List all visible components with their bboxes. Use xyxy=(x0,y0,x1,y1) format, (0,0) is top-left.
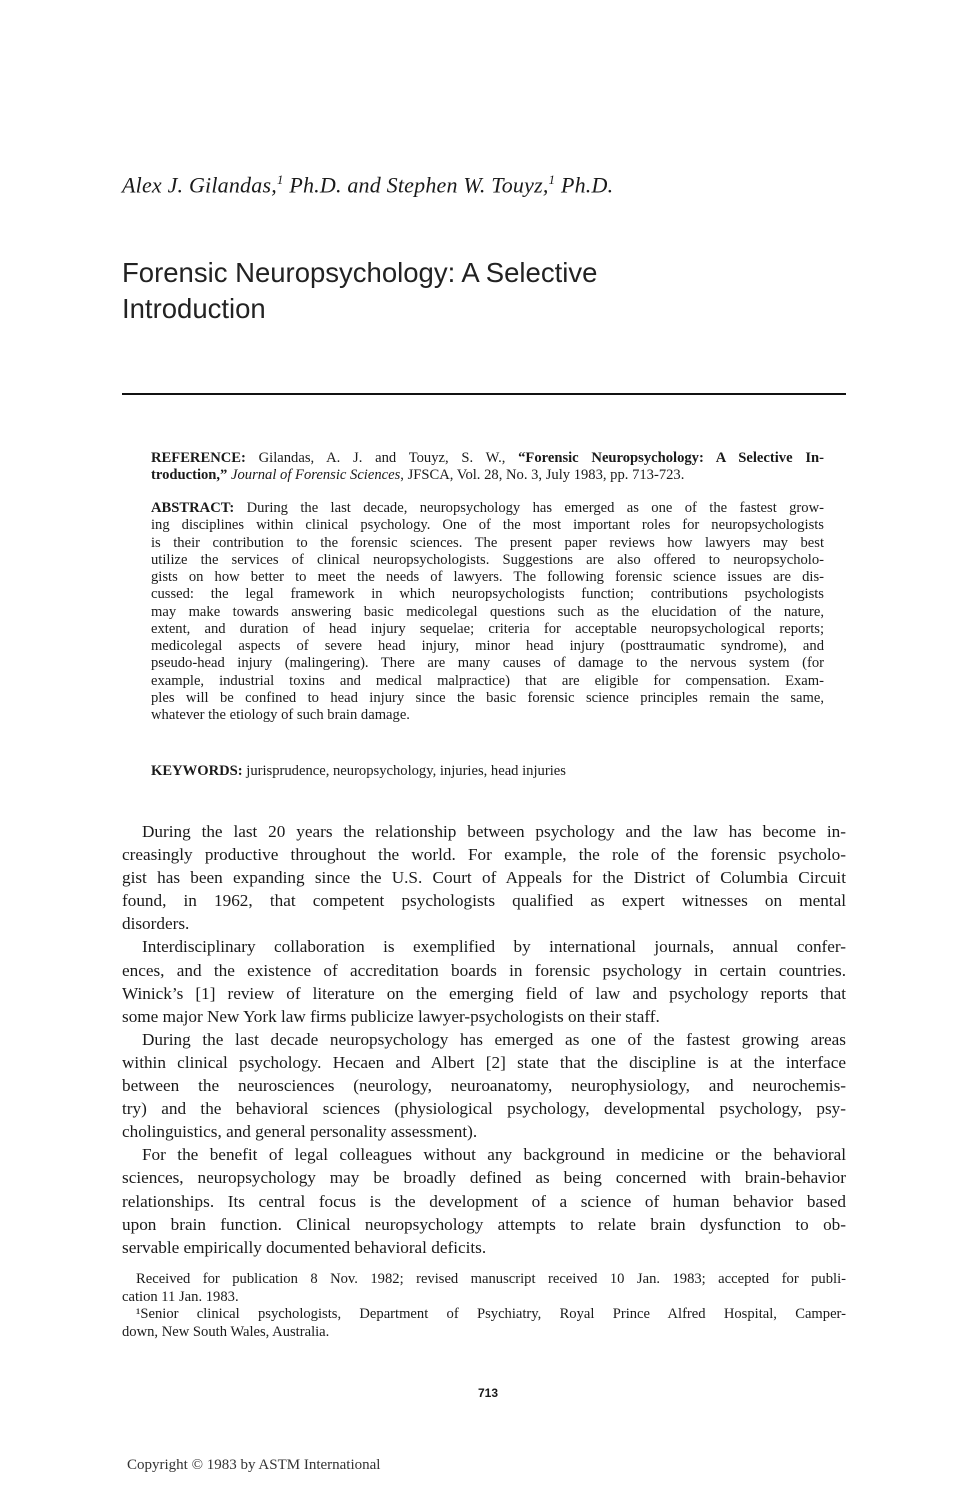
abstract-line: is their contribution to the forensic sciences. The present paper reviews how lawyers may best xyxy=(151,534,824,551)
paragraph-line: sciences, neuropsychology may be broadly defined as being concerned with brain-behavior xyxy=(122,1168,846,1188)
page-number: 713 xyxy=(477,1386,499,1400)
reference xyxy=(151,450,824,485)
paragraph-line: For the benefit of legal colleagues without any background in medicine or the behavioral xyxy=(142,1145,846,1165)
title-line: Forensic Neuropsychology: A Selective xyxy=(122,257,598,288)
paragraph-line: During the last 20 years the relationship between psychology and the law has become in- xyxy=(142,822,846,841)
author-1: Alex J. Gilandas, xyxy=(122,172,277,198)
footnote-line: Received for publication 8 Nov. 1982; revised manuscript received 10 Jan. 1983; accepted for publi- xyxy=(136,1271,846,1287)
paragraph-line: disorders. xyxy=(122,914,190,934)
reference-journal: Journal of Forensic Sciences xyxy=(227,467,401,484)
paragraph-line: Interdisciplinary collaboration is exemplified by international journals, annual confer- xyxy=(142,937,846,957)
abstract-line: gists on how better to meet the needs of lawyers. The following forensic science issues are dis- xyxy=(151,569,824,585)
footnote-line: ¹Senior clinical psychologists, Department of Psychiatry, Royal Prince Alfred Hospital, Camper- xyxy=(136,1306,846,1322)
paragraph-line: between the neurosciences (neurology, neuroanatomy, neurophysiology, and neurochemis- xyxy=(122,1076,846,1096)
footnotes xyxy=(122,1271,846,1341)
author-2: Ph.D. and Stephen W. Touyz, xyxy=(283,172,549,198)
paragraph-line: creasingly productive throughout the world. For example, the role of the forensic psycholo- xyxy=(122,845,846,865)
title-line: Introduction xyxy=(122,293,266,324)
affiliation-mark: 1 xyxy=(276,172,284,187)
reference-authors: Gilandas, A. J. and Touyz, S. W., xyxy=(245,450,519,466)
author-degree: Ph.D. xyxy=(555,172,614,198)
footnote-line: cation 11 Jan. 1983. xyxy=(122,1288,239,1305)
reference-title: troduction,” xyxy=(151,467,228,484)
affiliation-mark: 1 xyxy=(548,172,556,187)
abstract-line: whatever the etiology of such brain damage. xyxy=(151,707,410,723)
article-title xyxy=(122,255,842,327)
reference-title: “Forensic Neuropsychology: A Selective In- xyxy=(518,450,824,466)
paragraph-line: relationships. Its central focus is the development of a science of human behavior based xyxy=(122,1191,846,1211)
abstract-line: pseudo-head injury (malingering). There are many causes of damage to the nervous system (for xyxy=(151,655,824,672)
paragraph-line: During the last decade neuropsychology has emerged as one of the fastest growing areas xyxy=(142,1029,846,1049)
abstract-line: ples will be confined to head injury since the basic forensic science principles remain the same, xyxy=(151,689,824,706)
abstract-line xyxy=(151,500,824,517)
paragraph-line: ences, and the existence of accreditation boards in forensic psychology in certain countries. xyxy=(122,960,846,980)
paragraph-line: some major New York law firms publicize lawyer-psychologists on their staff. xyxy=(122,1006,660,1026)
abstract xyxy=(151,500,824,724)
author-line xyxy=(122,172,613,198)
paragraph-line: try) and the behavioral sciences (physiological psychology, developmental psychology, psy- xyxy=(122,1099,846,1119)
keywords-label: KEYWORDS: xyxy=(151,763,243,779)
reference-label: REFERENCE: xyxy=(151,450,246,466)
abstract-text: During the last decade, neuropsychology has emerged as one of the fastest grow- xyxy=(234,500,824,516)
keywords xyxy=(151,763,824,780)
paragraph-line: upon brain function. Clinical neuropsychology attempts to relate brain dysfunction to ob- xyxy=(122,1214,846,1234)
reference-citation: , JFSCA, Vol. 28, No. 3, July 1983, pp. 713-723. xyxy=(400,467,685,484)
title-rule xyxy=(122,393,846,395)
abstract-line: extent, and duration of head injury sequelae; criteria for acceptable neuropsychological reports; xyxy=(151,620,824,637)
paragraph-line: cholinguistics, and general personality assessment). xyxy=(122,1122,478,1142)
abstract-line: medicolegal aspects of severe head injury, minor head injury (posttraumatic syndrome), and xyxy=(151,638,824,654)
paragraph-line: servable empirically documented behavioral deficits. xyxy=(122,1237,487,1257)
abstract-line: may make towards answering basic medicolegal questions such as the elucidation of the nature, xyxy=(151,603,824,620)
abstract-line: utilize the services of clinical neuropsychologists. Suggestions are also offered to neuropsycholo- xyxy=(151,551,824,568)
abstract-line: ing disciplines within clinical psychology. One of the most important roles for neuropsychologists xyxy=(151,517,824,534)
abstract-line: cussed: the legal framework in which neuropsychologists function; contributions psychologists xyxy=(151,586,824,603)
paragraph-line: gist has been expanding since the U.S. Court of Appeals for the District of Columbia Circuit xyxy=(122,868,846,888)
footnote-line: down, New South Wales, Australia. xyxy=(122,1323,330,1340)
abstract-label: ABSTRACT: xyxy=(151,500,235,516)
keywords-text: jurisprudence, neuropsychology, injuries, head injuries xyxy=(242,763,566,779)
abstract-line: example, industrial toxins and medical malpractice) that are eligible for compensation. Exam- xyxy=(151,672,824,689)
copyright-notice: Copyright © 1983 by ASTM International xyxy=(127,1457,381,1473)
paragraph-line: Winick’s [1] review of literature on the emerging field of law and psychology reports that xyxy=(122,983,846,1003)
paragraph-line: within clinical psychology. Hecaen and Albert [2] state that the discipline is at the interface xyxy=(122,1052,846,1072)
paragraph-line: found, in 1962, that competent psychologists qualified as expert witnesses on mental xyxy=(122,891,846,911)
body-text xyxy=(122,820,846,1259)
